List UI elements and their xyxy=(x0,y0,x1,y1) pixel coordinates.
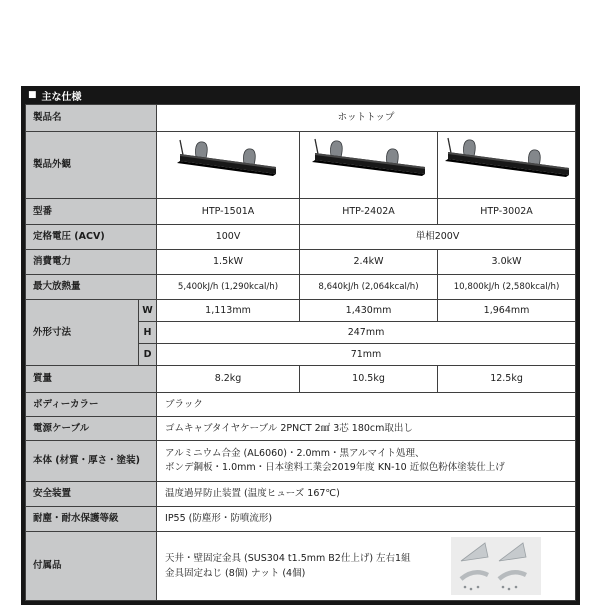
power-cable-value: ゴムキャブタイヤケーブル 2PNCT 2㎟ 3芯 180cm取出し xyxy=(157,417,576,441)
safety-device-value: 温度過昇防止装置 (温度ヒューズ 167℃) xyxy=(157,482,576,507)
heat-value-1: 5,400kJ/h (1,290kcal/h) xyxy=(157,275,300,300)
protection-class-value: IP55 (防塵形・防噴流形) xyxy=(157,507,576,532)
dimension-w-sublabel: W xyxy=(139,300,157,322)
body-material-value xyxy=(157,441,576,482)
appearance-label: 製品外観 xyxy=(26,132,157,199)
row-appearance xyxy=(26,132,576,199)
dimension-w-value-1: 1,113mm xyxy=(157,300,300,322)
weight-value-3: 12.5kg xyxy=(438,366,576,393)
body-material-label: 本体 (材質・厚さ・塗装) xyxy=(26,441,157,482)
heater-illustration-small xyxy=(162,135,294,191)
row-body-color xyxy=(26,393,576,417)
heat-label: 最大放熱量 xyxy=(26,275,157,300)
weight-label: 質量 xyxy=(26,366,157,393)
body-color-value: ブラック xyxy=(157,393,576,417)
model-value-2: HTP-2402A xyxy=(300,199,438,225)
row-voltage xyxy=(26,225,576,250)
row-model xyxy=(26,199,576,225)
power-cable-label: 電源ケーブル xyxy=(26,417,157,441)
row-dimensions-w xyxy=(26,300,576,322)
row-body-material xyxy=(26,441,576,482)
product-name-label: 製品名 xyxy=(26,105,157,132)
voltage-value-100v: 100V xyxy=(157,225,300,250)
weight-value-2: 10.5kg xyxy=(300,366,438,393)
protection-class-label: 耐塵・耐水保護等級 xyxy=(26,507,157,532)
voltage-value-200v: 単相200V xyxy=(300,225,576,250)
body-material-line2: ボンデ鋼板・1.0mm・日本塗料工業会2019年度 KN-10 近似色粉体塗装仕上げ xyxy=(165,462,505,474)
row-weight xyxy=(26,366,576,393)
dimension-d-sublabel: D xyxy=(139,344,157,366)
power-value-2: 2.4kW xyxy=(300,250,438,275)
row-heat-output xyxy=(26,275,576,300)
heater-illustration-medium xyxy=(303,135,435,191)
power-value-1: 1.5kW xyxy=(157,250,300,275)
power-label: 消費電力 xyxy=(26,250,157,275)
accessories-label: 付属品 xyxy=(26,532,157,601)
safety-device-label: 安全装置 xyxy=(26,482,157,507)
spec-section xyxy=(21,86,580,605)
power-value-3: 3.0kW xyxy=(438,250,576,275)
product-photo-htp-2402a xyxy=(300,132,438,199)
row-accessories xyxy=(26,532,576,601)
heat-value-3: 10,800kJ/h (2,580kcal/h) xyxy=(438,275,576,300)
accessories-value xyxy=(157,532,576,601)
row-power-cable xyxy=(26,417,576,441)
row-power xyxy=(26,250,576,275)
dimension-w-value-2: 1,430mm xyxy=(300,300,438,322)
heater-illustration-large xyxy=(441,135,573,191)
section-title-bar xyxy=(25,86,576,104)
model-label: 型番 xyxy=(26,199,157,225)
body-color-label: ボディーカラー xyxy=(26,393,157,417)
row-safety-device xyxy=(26,482,576,507)
model-value-3: HTP-3002A xyxy=(438,199,576,225)
dimension-w-value-3: 1,964mm xyxy=(438,300,576,322)
section-title: 主な仕様 xyxy=(41,91,82,103)
section-marker-icon: ■ xyxy=(28,89,37,100)
dimensions-label: 外形寸法 xyxy=(26,300,139,366)
accessories-line2: 金具固定ねじ (8個) ナット (4個) xyxy=(165,567,306,579)
spec-table xyxy=(25,104,576,601)
dimension-d-value: 71mm xyxy=(157,344,576,366)
product-photo-htp-3002a xyxy=(438,132,576,199)
voltage-label: 定格電圧 (ACV) xyxy=(26,225,157,250)
accessories-brackets-photo xyxy=(451,537,541,595)
dimension-h-value: 247mm xyxy=(157,322,576,344)
dimension-h-sublabel: H xyxy=(139,322,157,344)
heat-value-2: 8,640kJ/h (2,064kcal/h) xyxy=(300,275,438,300)
product-photo-htp-1501a xyxy=(157,132,300,199)
row-protection-class xyxy=(26,507,576,532)
model-value-1: HTP-1501A xyxy=(157,199,300,225)
product-name-value: ホットトップ xyxy=(157,105,576,132)
row-product-name xyxy=(26,105,576,132)
weight-value-1: 8.2kg xyxy=(157,366,300,393)
accessories-line1: 天井・壁固定金具 (SUS304 t1.5mm B2仕上げ) 左右1組 xyxy=(165,552,411,564)
body-material-line1: アルミニウム合金 (AL6060)・2.0mm・黒アルマイト処理、 xyxy=(165,448,425,460)
